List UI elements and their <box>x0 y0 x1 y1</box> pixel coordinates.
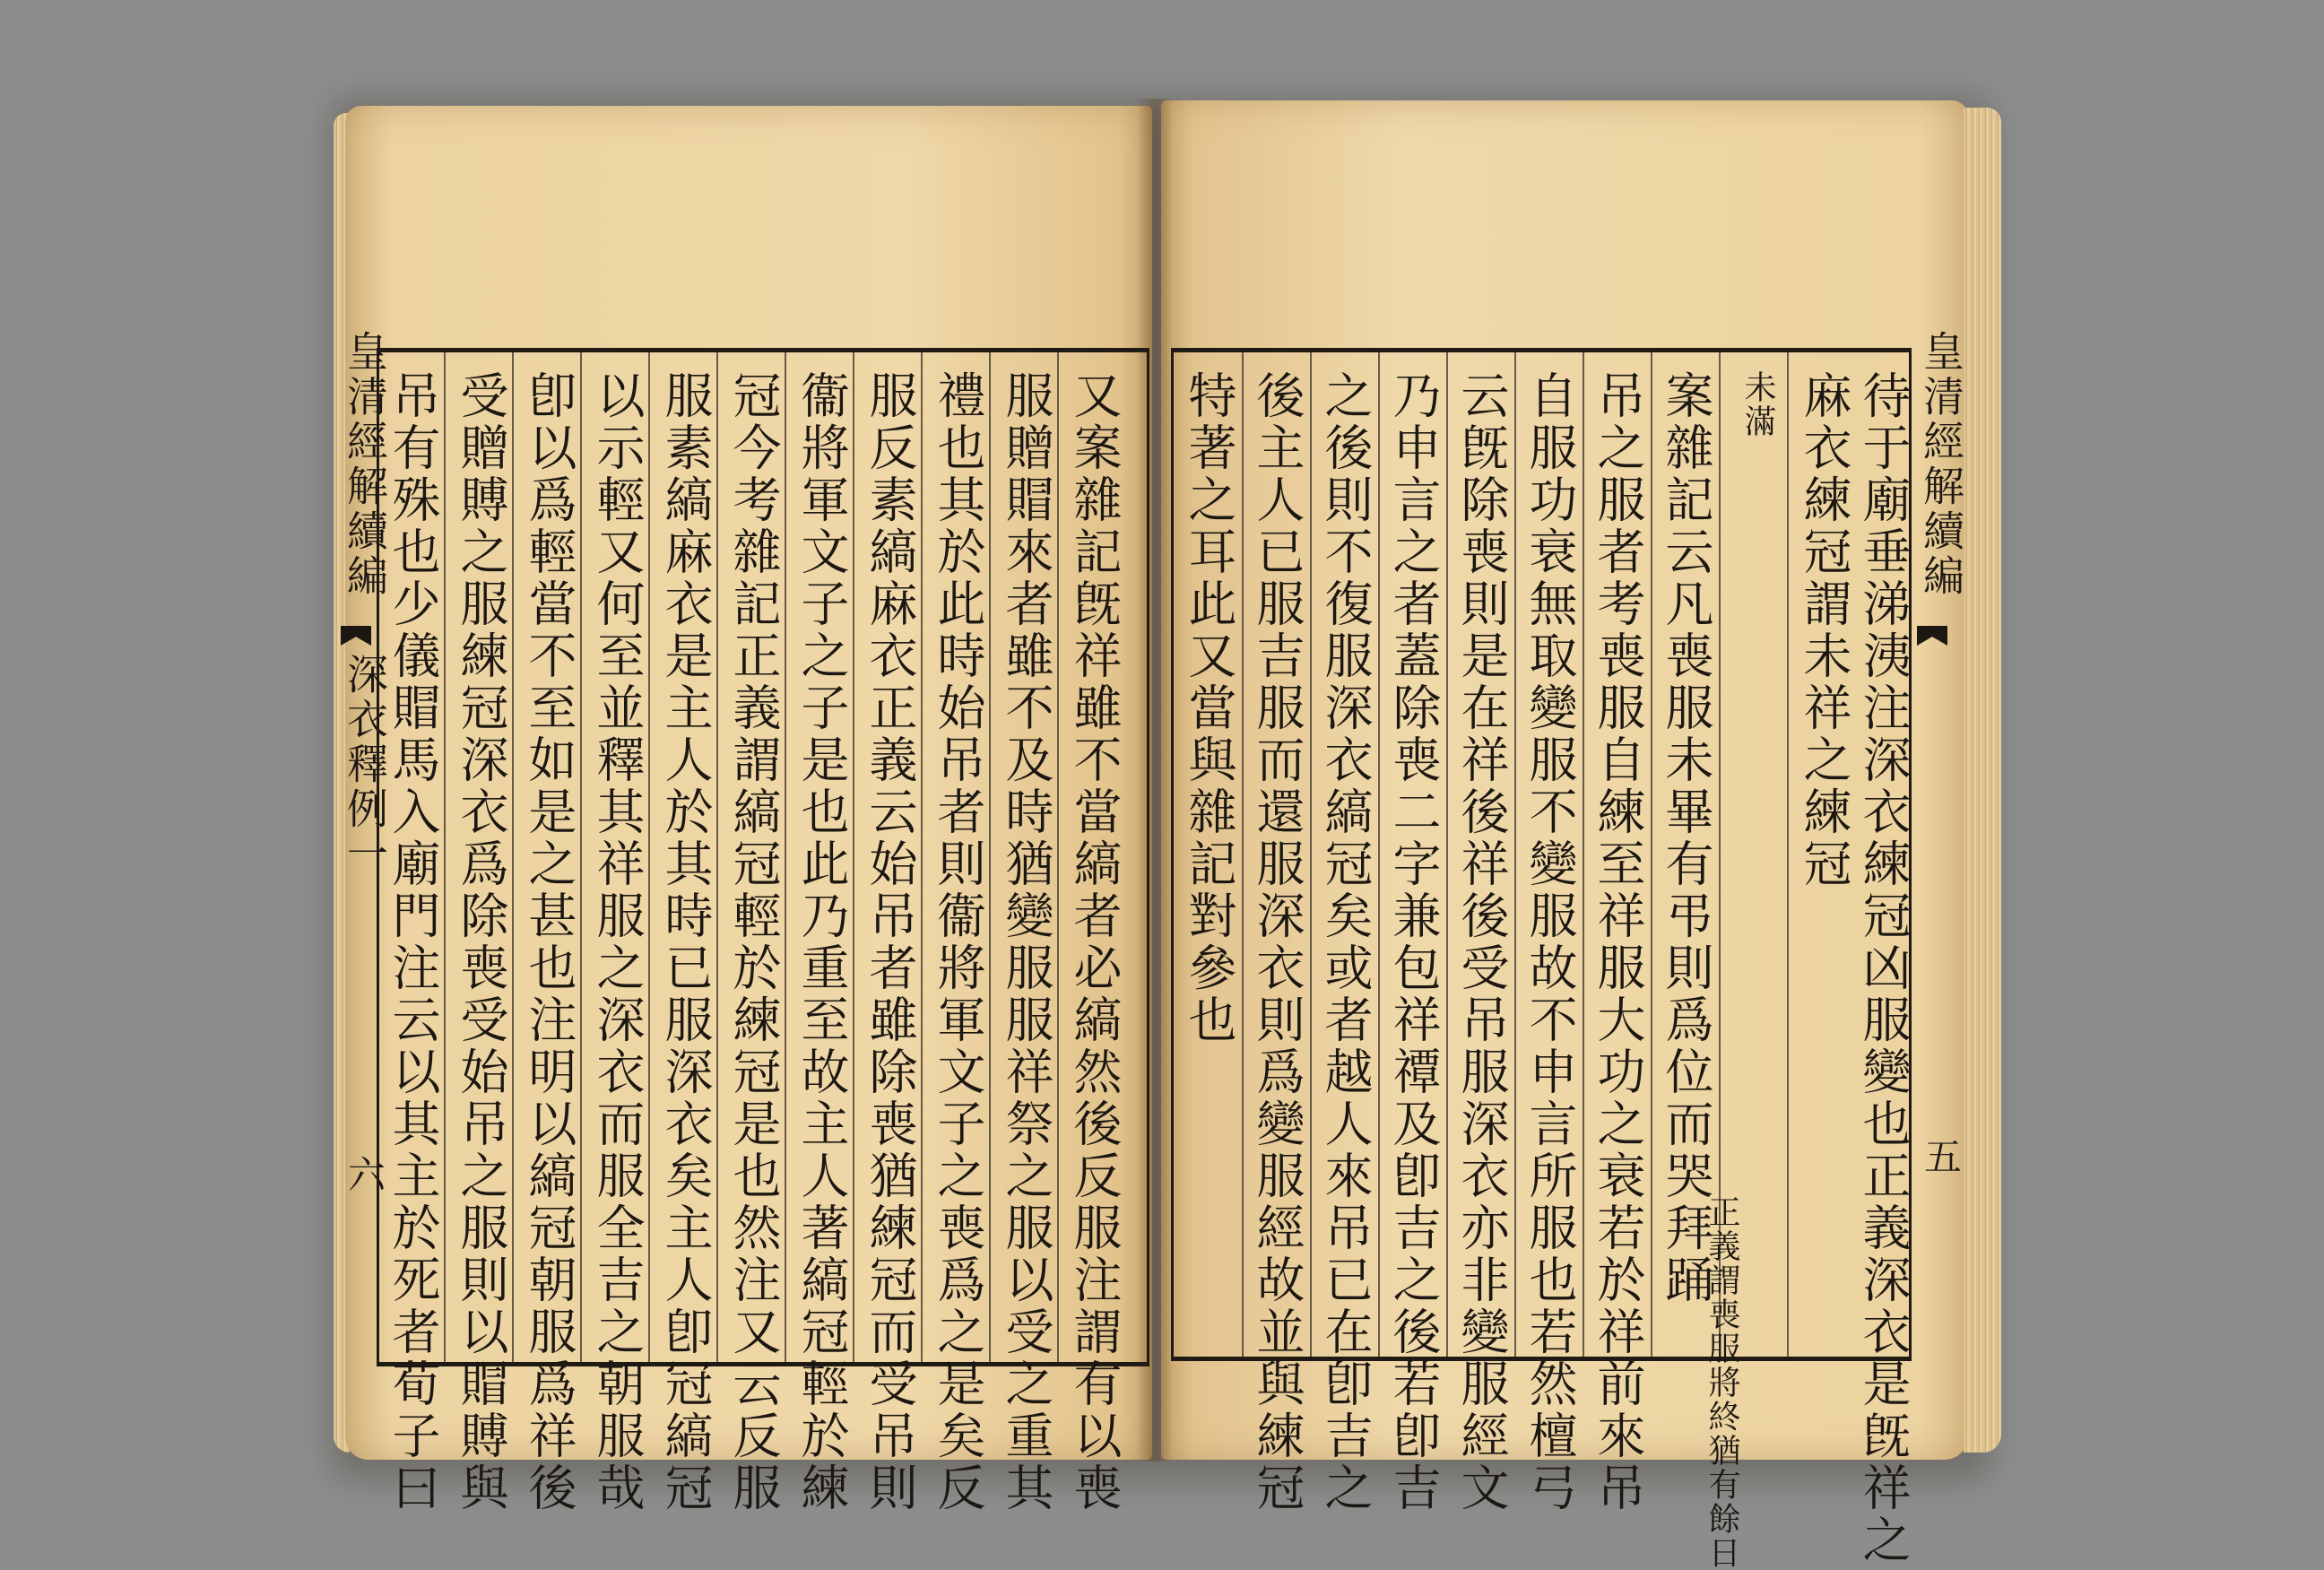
column-rule <box>989 352 991 1362</box>
fish-tail-mark-icon <box>1917 626 1947 646</box>
column-rule <box>580 352 582 1362</box>
text-column: 服贈賵來者雖不及時猶變服服祥祭之服以受之重其 <box>998 370 1054 1514</box>
banxin-page-number: 五 <box>1919 1137 1963 1175</box>
text-column: 乃申言之者蓋除喪二字兼包祥禫及卽吉之後若卽吉 <box>1385 370 1442 1514</box>
text-column: 服反素縞麻衣正義云始吊者雖除喪猶練冠而受吊則 <box>862 370 918 1514</box>
left-text-frame <box>377 348 1149 1514</box>
left-page-banxin <box>334 330 389 1366</box>
text-column: 案雜記云凡喪服未畢有弔則爲位而哭拜踊 <box>1658 370 1714 1306</box>
right-text-frame <box>1171 348 1912 1570</box>
column-rule <box>1446 352 1448 1357</box>
column-rule <box>444 352 446 1362</box>
column-rule <box>1514 352 1516 1357</box>
text-column: 以示輕又何至並釋其祥服之深衣而服全吉之朝服哉 <box>589 370 646 1514</box>
text-column: 吊之服者考喪服自練至祥服大功之衰若於祥前來吊 <box>1590 370 1646 1514</box>
column-rule <box>512 352 514 1362</box>
column-rule <box>648 352 650 1362</box>
right-page-banxin <box>1910 330 1965 1366</box>
banxin-page-number: 六 <box>343 1155 386 1193</box>
text-column: 之後則不復服深衣縞冠矣或者越人來吊已在卽吉之 <box>1317 370 1374 1514</box>
column-rule <box>853 352 854 1362</box>
column-rule <box>921 352 923 1362</box>
text-column: 特著之耳此又當與雜記對參也 <box>1181 370 1237 1046</box>
text-column: 後主人已服吉服而還服深衣則爲變服經故並與練冠 <box>1249 370 1305 1514</box>
text-column: 禮也其於此時始吊者則衞將軍文子之喪爲之是矣反 <box>930 370 986 1514</box>
annotation-note: 未滿 <box>1739 370 1776 438</box>
banxin-book-title: 皇清經解續編 <box>1917 330 1965 599</box>
column-rule <box>1242 352 1244 1357</box>
fish-tail-mark-icon <box>341 626 371 646</box>
text-column: 吊有殊也少儀賵馬入廟門注云以其主於死者荀子曰 <box>385 370 441 1514</box>
right-page-edges <box>1964 108 2001 1453</box>
text-column: 冠今考雜記正義謂縞冠輕於練冠是也然注又云反服 <box>725 370 782 1514</box>
column-rule <box>1583 352 1584 1357</box>
text-column: 自服功衰無取變服不變服故不申言所服也若然檀弓 <box>1522 370 1578 1514</box>
text-column: 服素縞麻衣是主人於其時已服深衣矣主人卽冠縞冠 <box>657 370 714 1514</box>
text-column: 待于廟垂涕洟注深衣練冠凶服變也正義深衣是旣祥之 <box>1855 370 1912 1566</box>
text-column: 卽以爲輕當不至如是之甚也注明以縞冠朝服爲祥後 <box>521 370 577 1514</box>
banxin-chapter-title: 深衣釋例一 <box>341 653 389 877</box>
column-rule <box>1378 352 1380 1357</box>
column-rule <box>1651 352 1652 1357</box>
banxin-book-title: 皇清經解續編 <box>341 330 389 599</box>
annotation-note: 正義謂喪服將終猶有餘日 <box>1704 1195 1740 1570</box>
column-rule <box>716 352 718 1362</box>
column-rule <box>1057 352 1059 1362</box>
text-column: 云旣除喪則是在祥後祥後受吊服深衣亦非變服經文 <box>1453 370 1510 1514</box>
text-column: 麻衣練冠謂未祥之練冠 <box>1796 370 1852 890</box>
text-column: 衞將軍文子之子是也此乃重至故主人著縞冠輕於練 <box>793 370 850 1514</box>
text-column: 又案雜記旣祥雖不當縞者必縞然後反服注謂有以喪 <box>1066 370 1123 1514</box>
column-rule <box>1310 352 1312 1357</box>
column-rule <box>785 352 786 1362</box>
text-column: 受贈賻之服練冠深衣爲除喪受始吊之服則以賵賻與 <box>453 370 509 1514</box>
